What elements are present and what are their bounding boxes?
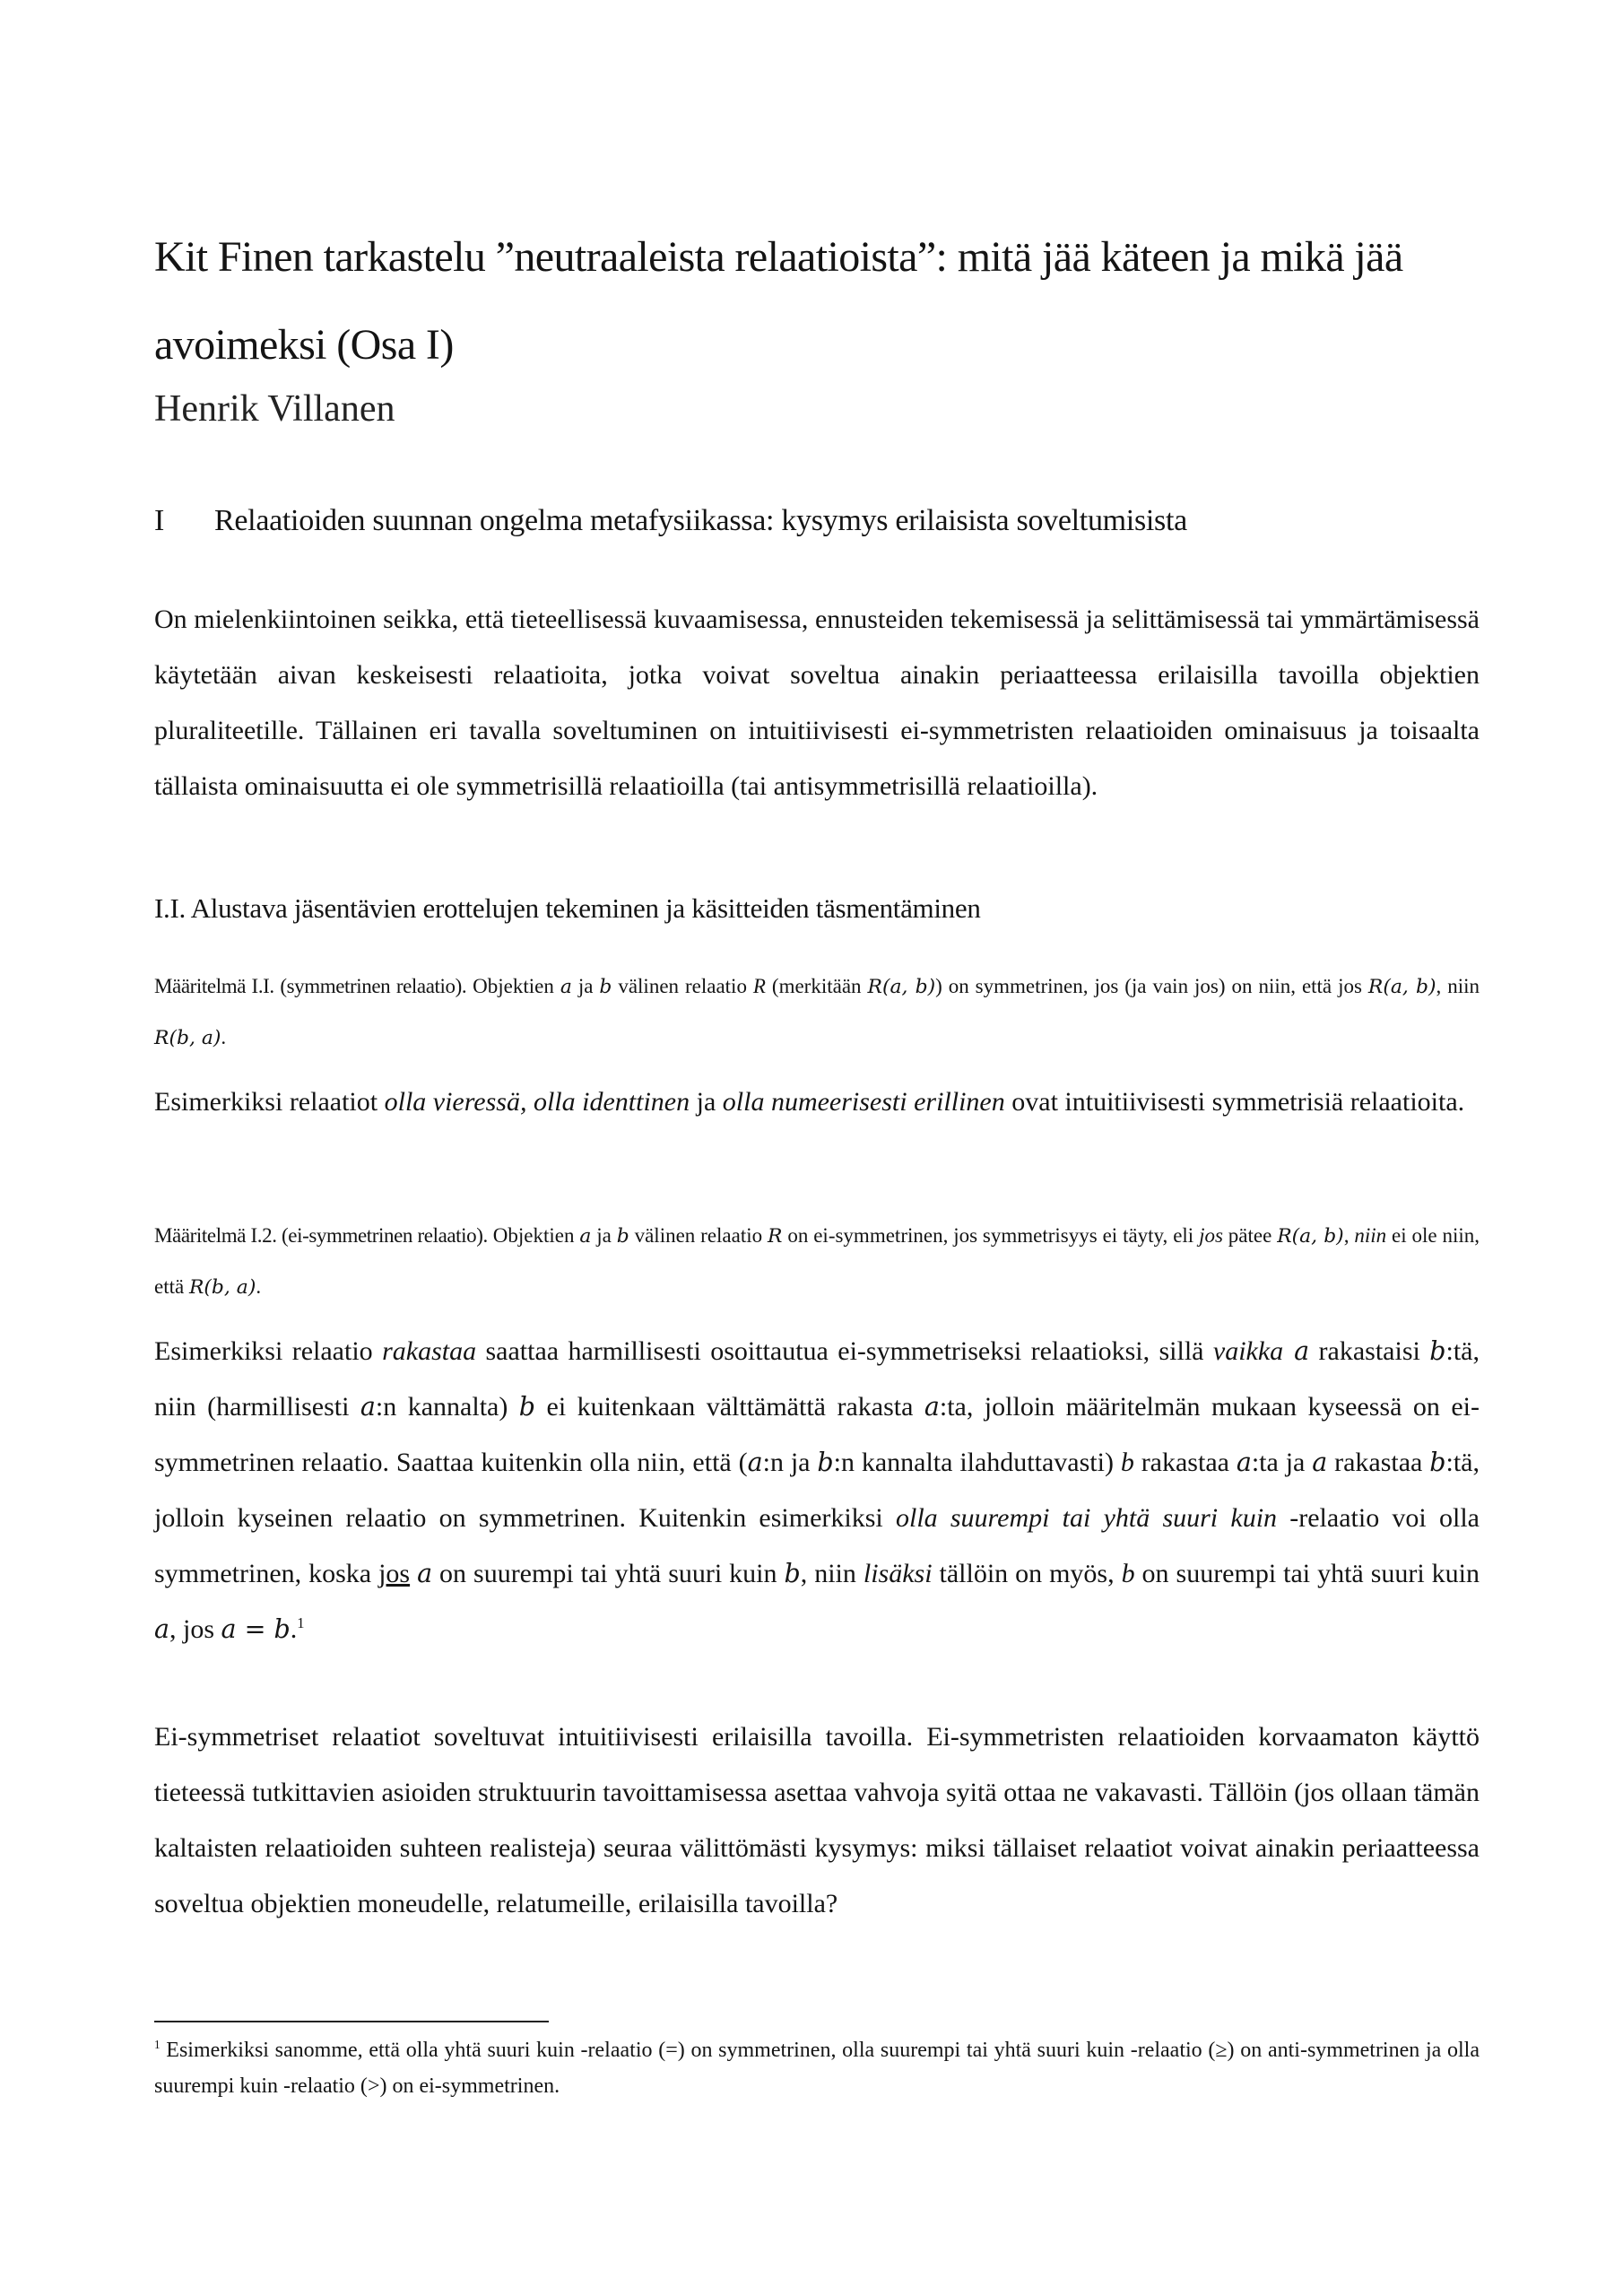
section-1-number: I (154, 504, 165, 537)
section-1-title: Relaatioiden suunnan ongelma metafysiikassa: kysymys erilaisista soveltumisista (214, 504, 1187, 537)
definition-2: Määritelmä I.2. (ei-symmetrinen relaatio). Objektien 𝑎 ja 𝑏 välinen relaatio 𝑅 on ei-symmetrinen, jos symmetrisyys ei täyty, eli jos pätee 𝑅(𝑎, 𝑏), niin ei ole niin, että 𝑅(𝑏, 𝑎). (154, 1224, 1480, 1299)
author-name: Henrik Villanen (154, 388, 395, 430)
definition-1: Määritelmä I.I. (symmetrinen relaatio). Objektien 𝑎 ja 𝑏 välinen relaatio R (merkitään 𝑅(𝑎, 𝑏)) on symmetrinen, jos (ja vain jos) on niin, että jos 𝑅(𝑎, 𝑏), niin 𝑅(𝑏, 𝑎). (154, 975, 1480, 1049)
footnote-reference[interactable]: 1 (297, 1614, 305, 1631)
footnote-mark: 1 (154, 2038, 161, 2051)
intro-paragraph: On mielenkiintoinen seikka, että tieteellisessä kuvaamisessa, ennusteiden tekemisessä ja selittämisessä tai ymmärtämisessä käytetään aivan keskeisesti relaatioita, jotka voivat soveltua ainakin periaatteessa erilaisilla tavoilla objektien pluraliteetille. Tällainen eri tavalla soveltuminen on intuitiivisesti ei-symmetristen relaatioiden ominaisuus ja toisaalta tällaista ominaisuutta ei ole symmetrisillä relaatioilla (tai antisymmetrisillä relaatioilla). (154, 604, 1480, 801)
definition-1-label: Määritelmä I.I. (symmetrinen relaatio). (154, 975, 467, 997)
subsection-1-1-heading: I.I. Alustava jäsentävien erottelujen tekeminen ja käsitteiden täsmentäminen (154, 892, 981, 924)
closing-paragraph: Ei-symmetriset relaatiot soveltuvat intuitiivisesti erilaisilla tavoilla. Ei-symmetristen relaatioiden korvaamaton käyttö tieteessä tutkittavien asioiden struktuurin tavoittamisessa asettaa vahvoja syitä ottaa ne vakavasti. Tällöin (jos ollaan tämän kaltaisten relaatioiden suhteen realisteja) seuraa välittömästi kysymys: miksi tällaiset relaatiot voivat ainakin periaatteessa soveltua objektien moneudelle, relatumeille, erilaisilla tavoilla? (154, 1722, 1480, 1918)
footnote-divider (154, 2021, 549, 2022)
example-1-paragraph: Esimerkiksi relaatiot olla vieressä, olla identtinen ja olla numeerisesti erillinen ovat intuitiivisesti symmetrisiä relaatioita. (154, 1087, 1465, 1117)
example-2-paragraph: Esimerkiksi relaatio rakastaa saattaa harmillisesti osoittautua ei-symmetriseksi relaatioksi, sillä vaikka 𝑎 rakastaisi 𝑏:tä, niin (harmillisesti 𝑎:n kannalta) 𝑏 ei kuitenkaan välttämättä rakasta 𝑎:ta, jolloin määritelmän mukaan kyseessä on ei-symmetrinen relaatio. Saattaa kuitenkin olla niin, että (𝑎:n ja 𝑏:n kannalta ilahduttavasti) b rakastaa 𝑎:ta ja 𝑎 rakastaa 𝑏:tä, jolloin kyseinen relaatio on symmetrinen. Kuitenkin esimerkiksi olla suurempi tai yhtä suuri kuin -relaatio voi olla symmetrinen, koska jos 𝑎 on suurempi tai yhtä suuri kuin 𝑏, niin lisäksi tällöin on myös, b on suurempi tai yhtä suuri kuin 𝑎, jos 𝑎 = 𝑏.$^1$ (154, 1336, 1480, 1644)
section-1-heading (154, 504, 1187, 538)
footnote: $^1$ Esimerkiksi sanomme, että olla yhtä suuri kuin -relaatio (=) on symmetrinen, olla suurempi tai yhtä suuri kuin -relaatio (≥) on anti-symmetrinen ja olla suurempi kuin -relaatio (>) on ei-symmetrinen. (154, 2038, 1480, 2098)
document-title: Kit Finen tarkastelu ”neutraaleista relaatioista”: mitä jää käteen ja mikä jää avoimeksi (Osa I) (154, 233, 1403, 369)
definition-2-label: Määritelmä I.2. (ei-symmetrinen relaatio). (154, 1224, 488, 1247)
